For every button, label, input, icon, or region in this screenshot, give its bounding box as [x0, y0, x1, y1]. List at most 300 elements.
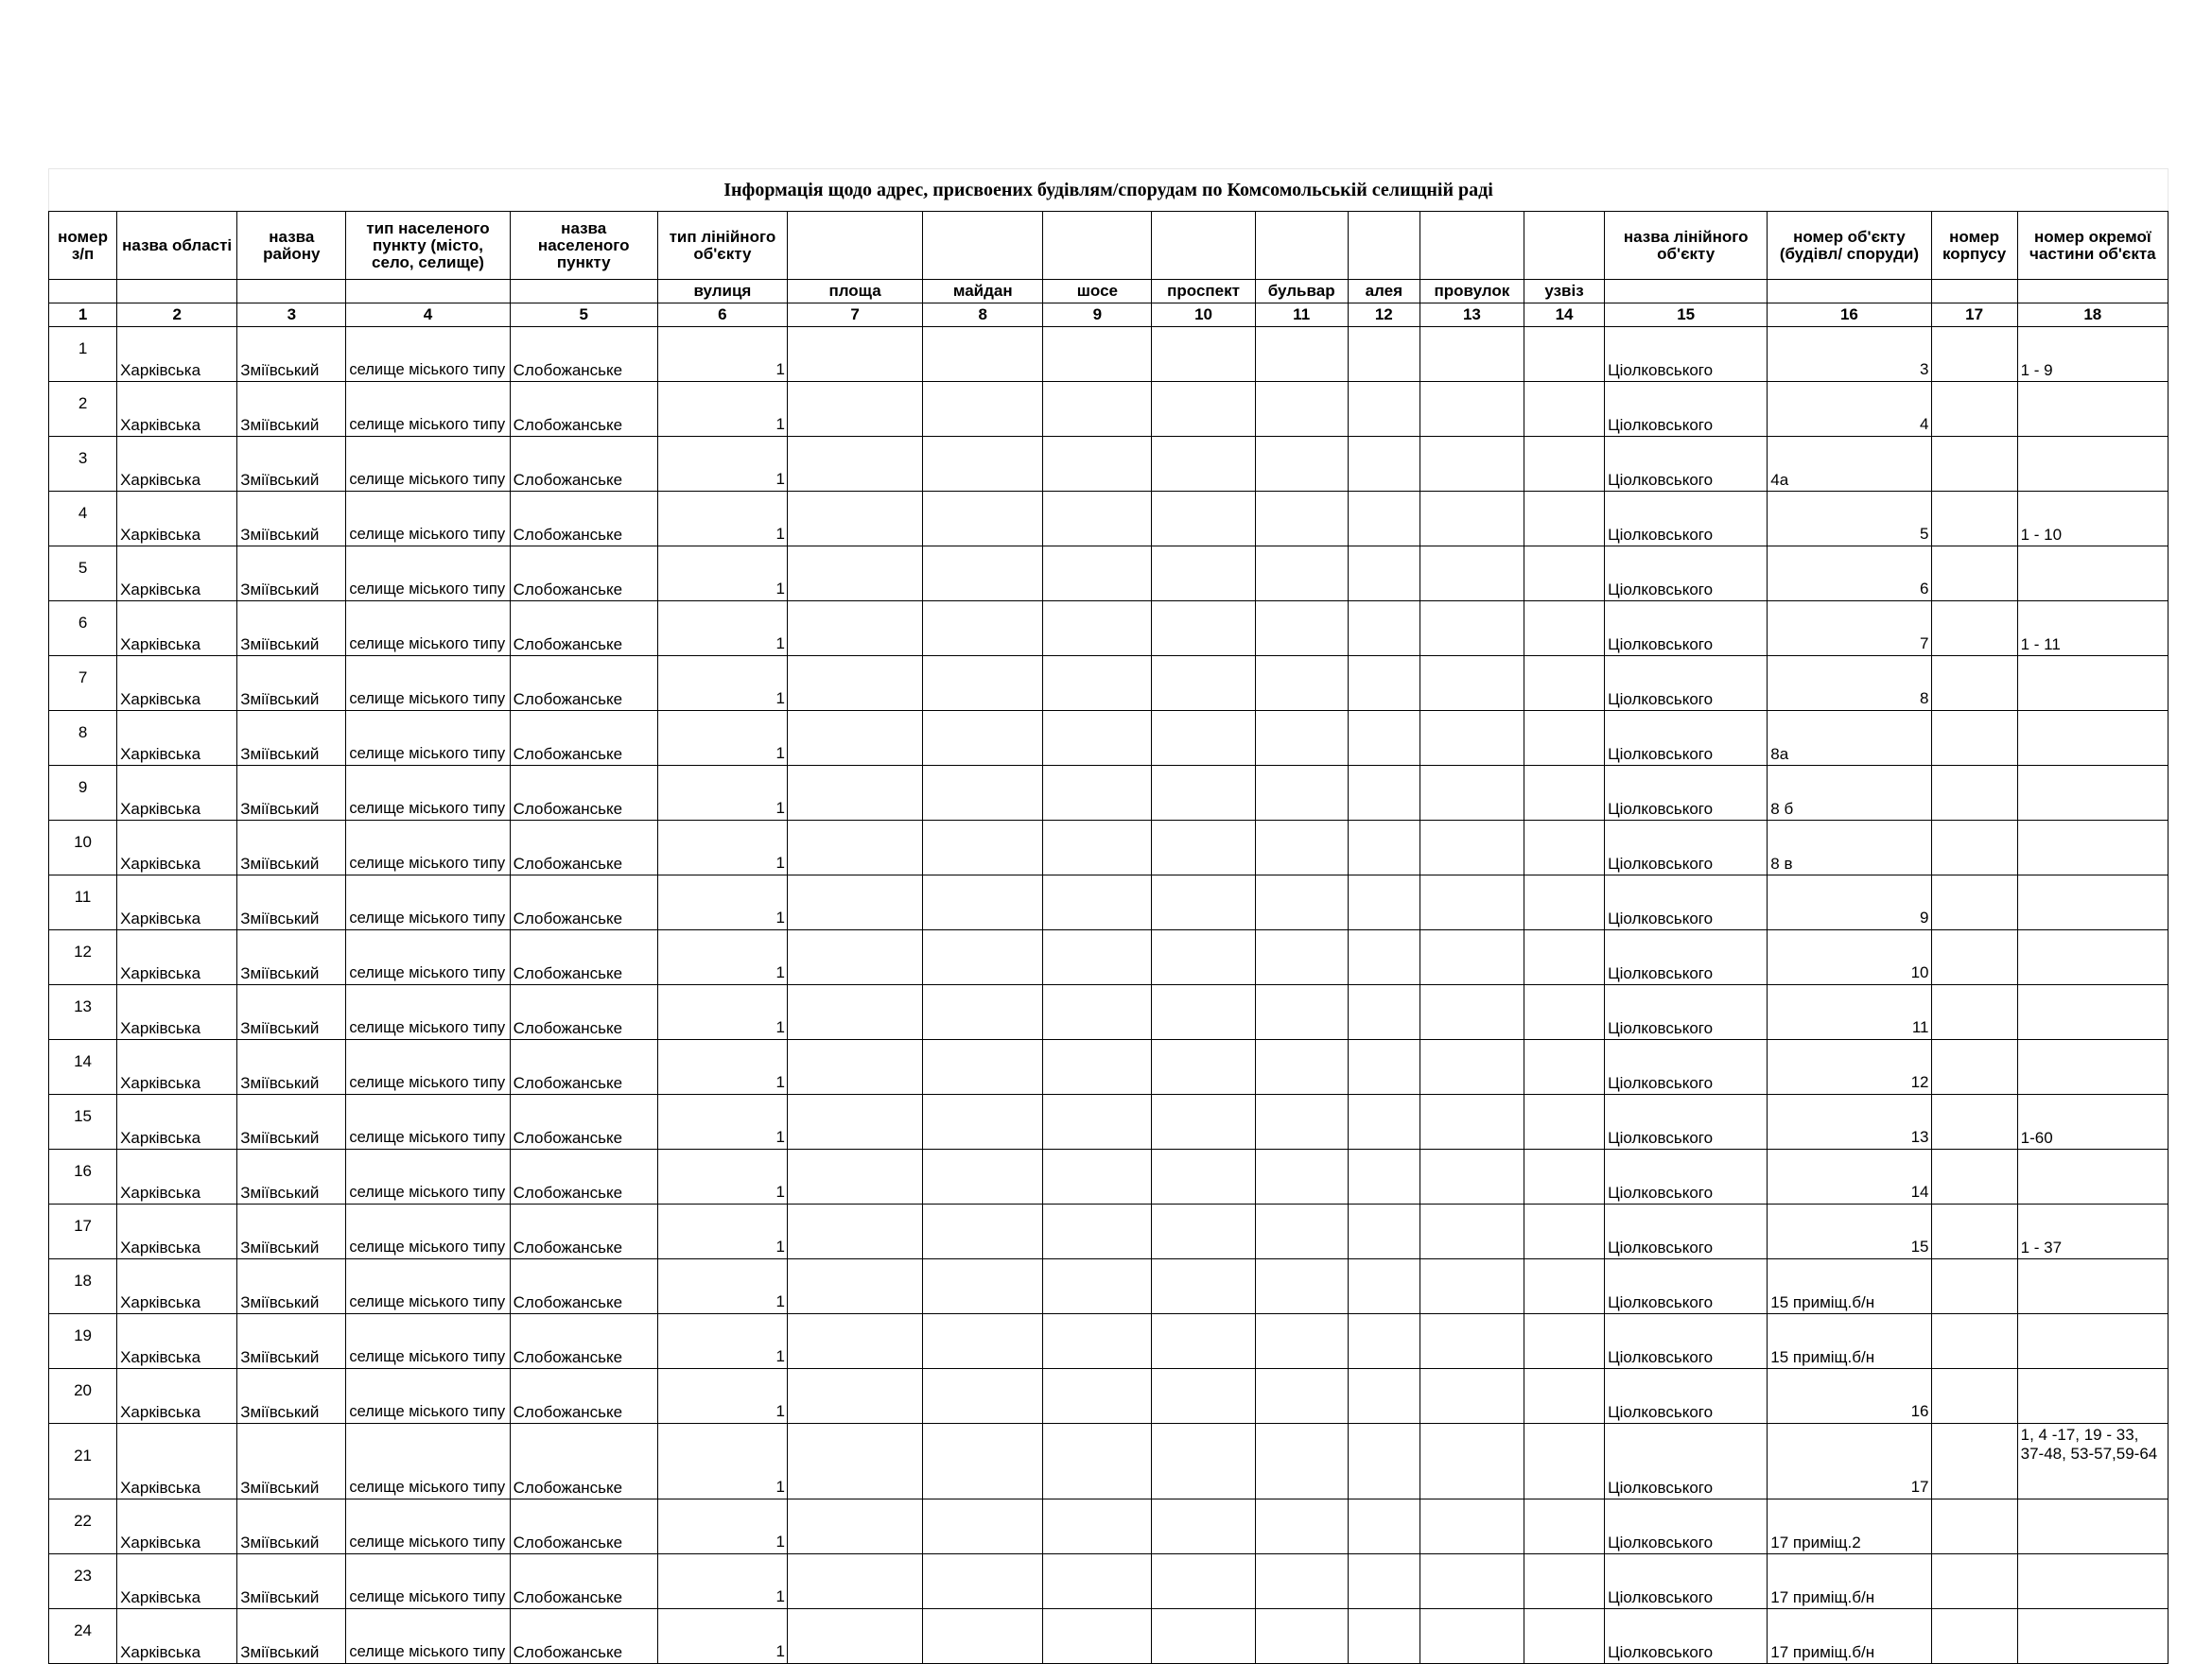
- oblast-cell: Харківська: [117, 382, 237, 437]
- linear-name-cell: Ціолковського: [1605, 656, 1768, 711]
- header-row: [49, 212, 2168, 280]
- table-row: [49, 601, 2168, 656]
- street-type-cell: 1: [657, 492, 787, 546]
- object-number-cell: 8: [1768, 656, 1931, 711]
- object-number-cell: 17 приміщ.б/н: [1768, 1554, 1931, 1609]
- header-linear-name: назва лінійного об'єкту: [1605, 212, 1768, 280]
- column-number: 2: [117, 303, 237, 327]
- linear-name-cell: Ціолковського: [1605, 1609, 1768, 1664]
- settlement-name-cell: Слобожанське: [510, 1095, 657, 1150]
- parts-cell: [2017, 875, 2168, 930]
- oblast-cell: Харківська: [117, 821, 237, 875]
- settlement-type-cell: селище міського типу: [346, 985, 510, 1040]
- column-number: 5: [510, 303, 657, 327]
- settlement-type-cell: селище міського типу: [346, 492, 510, 546]
- header-building: номер корпусу: [1931, 212, 2017, 280]
- linear-name-cell: Ціолковського: [1605, 382, 1768, 437]
- column-number: 1: [49, 303, 117, 327]
- settlement-name-cell: Слобожанське: [510, 821, 657, 875]
- settlement-name-cell: Слобожанське: [510, 656, 657, 711]
- building-cell: [1931, 382, 2017, 437]
- table-row: [49, 1609, 2168, 1664]
- rayon-cell: Зміївський: [237, 546, 346, 601]
- settlement-type-cell: селище міського типу: [346, 1314, 510, 1369]
- street-type-cell: 1: [657, 546, 787, 601]
- settlement-type-cell: селище міського типу: [346, 1095, 510, 1150]
- settlement-type-cell: селище міського типу: [346, 821, 510, 875]
- rayon-cell: Зміївський: [237, 766, 346, 821]
- row-number: 11: [49, 875, 117, 930]
- parts-cell: [2017, 1150, 2168, 1205]
- settlement-type-cell: селище міського типу: [346, 1259, 510, 1314]
- row-number: 19: [49, 1314, 117, 1369]
- building-cell: [1931, 1095, 2017, 1150]
- settlement-name-cell: Слобожанське: [510, 875, 657, 930]
- settlement-type-cell: селище міського типу: [346, 711, 510, 766]
- object-number-cell: 12: [1768, 1040, 1931, 1095]
- row-number: 2: [49, 382, 117, 437]
- column-number: 6: [657, 303, 787, 327]
- building-cell: [1931, 766, 2017, 821]
- settlement-name-cell: Слобожанське: [510, 1205, 657, 1259]
- table-row: [49, 1040, 2168, 1095]
- row-number: 22: [49, 1499, 117, 1554]
- parts-cell: 1-60: [2017, 1095, 2168, 1150]
- object-number-cell: 10: [1768, 930, 1931, 985]
- street-type-cell: 1: [657, 1205, 787, 1259]
- table-row: [49, 437, 2168, 492]
- rayon-cell: Зміївський: [237, 1314, 346, 1369]
- building-cell: [1931, 1259, 2017, 1314]
- settlement-name-cell: Слобожанське: [510, 601, 657, 656]
- rayon-cell: Зміївський: [237, 1369, 346, 1424]
- settlement-name-cell: Слобожанське: [510, 1259, 657, 1314]
- building-cell: [1931, 930, 2017, 985]
- oblast-cell: Харківська: [117, 492, 237, 546]
- settlement-type-cell: селище міського типу: [346, 546, 510, 601]
- oblast-cell: Харківська: [117, 766, 237, 821]
- row-number: 14: [49, 1040, 117, 1095]
- parts-cell: [2017, 1554, 2168, 1609]
- row-number: 21: [49, 1424, 117, 1499]
- linear-name-cell: Ціолковського: [1605, 492, 1768, 546]
- settlement-type-cell: селище міського типу: [346, 930, 510, 985]
- settlement-type-cell: селище міського типу: [346, 1369, 510, 1424]
- row-number: 16: [49, 1150, 117, 1205]
- subheader-alley: алея: [1348, 280, 1420, 303]
- oblast-cell: Харківська: [117, 1554, 237, 1609]
- oblast-cell: Харківська: [117, 546, 237, 601]
- linear-name-cell: Ціолковського: [1605, 1040, 1768, 1095]
- object-number-cell: 14: [1768, 1150, 1931, 1205]
- table-row: [49, 546, 2168, 601]
- oblast-cell: Харківська: [117, 1609, 237, 1664]
- subheader-maidan: майдан: [923, 280, 1043, 303]
- settlement-name-cell: Слобожанське: [510, 1314, 657, 1369]
- settlement-type-cell: селище міського типу: [346, 601, 510, 656]
- object-number-cell: 17: [1768, 1424, 1931, 1499]
- rayon-cell: Зміївський: [237, 1205, 346, 1259]
- oblast-cell: Харківська: [117, 601, 237, 656]
- table-row: [49, 930, 2168, 985]
- parts-cell: [2017, 821, 2168, 875]
- row-number: 7: [49, 656, 117, 711]
- linear-name-cell: Ціолковського: [1605, 1205, 1768, 1259]
- building-cell: [1931, 437, 2017, 492]
- parts-cell: [2017, 1259, 2168, 1314]
- building-cell: [1931, 821, 2017, 875]
- oblast-cell: Харківська: [117, 1314, 237, 1369]
- object-number-cell: 15 приміщ.б/н: [1768, 1259, 1931, 1314]
- rayon-cell: Зміївський: [237, 1554, 346, 1609]
- parts-cell: [2017, 546, 2168, 601]
- settlement-name-cell: Слобожанське: [510, 1609, 657, 1664]
- settlement-name-cell: Слобожанське: [510, 546, 657, 601]
- settlement-type-cell: селище міського типу: [346, 1609, 510, 1664]
- parts-cell: [2017, 437, 2168, 492]
- rayon-cell: Зміївський: [237, 985, 346, 1040]
- street-type-cell: 1: [657, 930, 787, 985]
- table-row: [49, 1150, 2168, 1205]
- rayon-cell: Зміївський: [237, 437, 346, 492]
- street-type-cell: 1: [657, 1424, 787, 1499]
- parts-cell: 1, 4 -17, 19 - 33, 37-48, 53-57,59-64: [2017, 1424, 2168, 1499]
- header-oblast: назва області: [117, 212, 237, 280]
- settlement-name-cell: Слобожанське: [510, 327, 657, 382]
- object-number-cell: 11: [1768, 985, 1931, 1040]
- building-cell: [1931, 1205, 2017, 1259]
- building-cell: [1931, 1040, 2017, 1095]
- rayon-cell: Зміївський: [237, 1609, 346, 1664]
- building-cell: [1931, 1314, 2017, 1369]
- row-number: 9: [49, 766, 117, 821]
- parts-cell: 1 - 9: [2017, 327, 2168, 382]
- object-number-cell: 4: [1768, 382, 1931, 437]
- column-number: 8: [923, 303, 1043, 327]
- parts-cell: [2017, 1609, 2168, 1664]
- table-row: [49, 711, 2168, 766]
- settlement-name-cell: Слобожанське: [510, 930, 657, 985]
- column-number: 16: [1768, 303, 1931, 327]
- linear-name-cell: Ціолковського: [1605, 875, 1768, 930]
- settlement-type-cell: селище міського типу: [346, 1205, 510, 1259]
- rayon-cell: Зміївський: [237, 656, 346, 711]
- street-type-cell: 1: [657, 1095, 787, 1150]
- table-row: [49, 1424, 2168, 1499]
- linear-name-cell: Ціолковського: [1605, 1424, 1768, 1499]
- street-type-cell: 1: [657, 601, 787, 656]
- settlement-name-cell: Слобожанське: [510, 1040, 657, 1095]
- header-rayon: назва району: [237, 212, 346, 280]
- header-settlement-name: назва населеного пункту: [510, 212, 657, 280]
- settlement-type-cell: селище міського типу: [346, 656, 510, 711]
- parts-cell: [2017, 1314, 2168, 1369]
- street-type-cell: 1: [657, 1259, 787, 1314]
- parts-cell: [2017, 711, 2168, 766]
- linear-name-cell: Ціолковського: [1605, 601, 1768, 656]
- oblast-cell: Харківська: [117, 985, 237, 1040]
- rayon-cell: Зміївський: [237, 1424, 346, 1499]
- parts-cell: [2017, 656, 2168, 711]
- address-register-sheet: [48, 168, 2168, 1664]
- object-number-cell: 3: [1768, 327, 1931, 382]
- column-number-row: [49, 303, 2168, 327]
- oblast-cell: Харківська: [117, 1499, 237, 1554]
- subheader-street: вулиця: [657, 280, 787, 303]
- parts-cell: [2017, 930, 2168, 985]
- table-row: [49, 821, 2168, 875]
- settlement-type-cell: селище міського типу: [346, 1150, 510, 1205]
- object-number-cell: 8 б: [1768, 766, 1931, 821]
- parts-cell: [2017, 1040, 2168, 1095]
- rayon-cell: Зміївський: [237, 1499, 346, 1554]
- building-cell: [1931, 1150, 2017, 1205]
- building-cell: [1931, 875, 2017, 930]
- subheader-lane: провулок: [1420, 280, 1524, 303]
- linear-name-cell: Ціолковського: [1605, 437, 1768, 492]
- row-number: 13: [49, 985, 117, 1040]
- table-row: [49, 1259, 2168, 1314]
- table-row: [49, 1095, 2168, 1150]
- column-number: 17: [1931, 303, 2017, 327]
- subheader-highway: шосе: [1043, 280, 1152, 303]
- oblast-cell: Харківська: [117, 1205, 237, 1259]
- street-type-cell: 1: [657, 875, 787, 930]
- parts-cell: [2017, 382, 2168, 437]
- street-type-cell: 1: [657, 821, 787, 875]
- header-num: номер з/п: [49, 212, 117, 280]
- rayon-cell: Зміївський: [237, 492, 346, 546]
- table-row: [49, 327, 2168, 382]
- table-row: [49, 656, 2168, 711]
- linear-name-cell: Ціолковського: [1605, 1314, 1768, 1369]
- rayon-cell: Зміївський: [237, 601, 346, 656]
- linear-name-cell: Ціолковського: [1605, 711, 1768, 766]
- linear-name-cell: Ціолковського: [1605, 930, 1768, 985]
- linear-name-cell: Ціолковського: [1605, 985, 1768, 1040]
- column-number: 14: [1524, 303, 1604, 327]
- object-number-cell: 8 в: [1768, 821, 1931, 875]
- linear-name-cell: Ціолковського: [1605, 546, 1768, 601]
- street-type-cell: 1: [657, 382, 787, 437]
- table-row: [49, 1369, 2168, 1424]
- settlement-name-cell: Слобожанське: [510, 1150, 657, 1205]
- column-number: 18: [2017, 303, 2168, 327]
- settlement-name-cell: Слобожанське: [510, 1499, 657, 1554]
- rayon-cell: Зміївський: [237, 875, 346, 930]
- object-number-cell: 16: [1768, 1369, 1931, 1424]
- settlement-type-cell: селище міського типу: [346, 766, 510, 821]
- object-number-cell: 15: [1768, 1205, 1931, 1259]
- street-type-cell: 1: [657, 1150, 787, 1205]
- column-number: 7: [787, 303, 922, 327]
- oblast-cell: Харківська: [117, 711, 237, 766]
- building-cell: [1931, 1499, 2017, 1554]
- table-row: [49, 875, 2168, 930]
- settlement-name-cell: Слобожанське: [510, 1369, 657, 1424]
- address-table: [48, 211, 2168, 1664]
- row-number: 6: [49, 601, 117, 656]
- building-cell: [1931, 711, 2017, 766]
- building-cell: [1931, 1554, 2017, 1609]
- street-type-cell: 1: [657, 327, 787, 382]
- table-body: [49, 327, 2168, 1664]
- row-number: 1: [49, 327, 117, 382]
- table-row: [49, 382, 2168, 437]
- object-number-cell: 8а: [1768, 711, 1931, 766]
- row-number: 15: [49, 1095, 117, 1150]
- building-cell: [1931, 1609, 2017, 1664]
- street-type-cell: 1: [657, 1314, 787, 1369]
- oblast-cell: Харківська: [117, 930, 237, 985]
- linear-name-cell: Ціолковського: [1605, 1095, 1768, 1150]
- rayon-cell: Зміївський: [237, 1095, 346, 1150]
- subheader-row: [49, 280, 2168, 303]
- building-cell: [1931, 1424, 2017, 1499]
- rayon-cell: Зміївський: [237, 1150, 346, 1205]
- settlement-name-cell: Слобожанське: [510, 437, 657, 492]
- table-row: [49, 492, 2168, 546]
- object-number-cell: 9: [1768, 875, 1931, 930]
- street-type-cell: 1: [657, 766, 787, 821]
- settlement-type-cell: селище міського типу: [346, 1424, 510, 1499]
- settlement-name-cell: Слобожанське: [510, 492, 657, 546]
- column-number: 12: [1348, 303, 1420, 327]
- row-number: 24: [49, 1609, 117, 1664]
- rayon-cell: Зміївський: [237, 1259, 346, 1314]
- parts-cell: [2017, 985, 2168, 1040]
- row-number: 23: [49, 1554, 117, 1609]
- header-parts: номер окремої частини об'єкта: [2017, 212, 2168, 280]
- row-number: 10: [49, 821, 117, 875]
- building-cell: [1931, 1369, 2017, 1424]
- subheader-square: площа: [787, 280, 922, 303]
- column-number: 10: [1152, 303, 1255, 327]
- object-number-cell: 4а: [1768, 437, 1931, 492]
- building-cell: [1931, 601, 2017, 656]
- oblast-cell: Харківська: [117, 1095, 237, 1150]
- street-type-cell: 1: [657, 711, 787, 766]
- settlement-type-cell: селище міського типу: [346, 1040, 510, 1095]
- oblast-cell: Харківська: [117, 656, 237, 711]
- column-number: 9: [1043, 303, 1152, 327]
- linear-name-cell: Ціолковського: [1605, 327, 1768, 382]
- linear-name-cell: Ціолковського: [1605, 1499, 1768, 1554]
- table-row: [49, 1205, 2168, 1259]
- building-cell: [1931, 546, 2017, 601]
- subheader-avenue: проспект: [1152, 280, 1255, 303]
- settlement-type-cell: селище міського типу: [346, 875, 510, 930]
- object-number-cell: 6: [1768, 546, 1931, 601]
- rayon-cell: Зміївський: [237, 821, 346, 875]
- building-cell: [1931, 492, 2017, 546]
- settlement-type-cell: селище міського типу: [346, 437, 510, 492]
- linear-name-cell: Ціолковського: [1605, 1369, 1768, 1424]
- object-number-cell: 5: [1768, 492, 1931, 546]
- table-row: [49, 1499, 2168, 1554]
- oblast-cell: Харківська: [117, 1259, 237, 1314]
- oblast-cell: Харківська: [117, 875, 237, 930]
- document-title: Інформація щодо адрес, присвоених будівлям/спорудам по Комсомольській селищній раді: [48, 168, 2168, 211]
- street-type-cell: 1: [657, 1369, 787, 1424]
- oblast-cell: Харківська: [117, 327, 237, 382]
- column-number: 4: [346, 303, 510, 327]
- oblast-cell: Харківська: [117, 437, 237, 492]
- row-number: 20: [49, 1369, 117, 1424]
- settlement-name-cell: Слобожанське: [510, 711, 657, 766]
- settlement-type-cell: селище міського типу: [346, 327, 510, 382]
- building-cell: [1931, 985, 2017, 1040]
- building-cell: [1931, 656, 2017, 711]
- object-number-cell: 7: [1768, 601, 1931, 656]
- object-number-cell: 17 приміщ.б/н: [1768, 1609, 1931, 1664]
- rayon-cell: Зміївський: [237, 930, 346, 985]
- street-type-cell: 1: [657, 1040, 787, 1095]
- street-type-cell: 1: [657, 985, 787, 1040]
- column-number: 3: [237, 303, 346, 327]
- column-number: 13: [1420, 303, 1524, 327]
- street-type-cell: 1: [657, 1499, 787, 1554]
- table-row: [49, 766, 2168, 821]
- settlement-name-cell: Слобожанське: [510, 766, 657, 821]
- parts-cell: [2017, 766, 2168, 821]
- row-number: 17: [49, 1205, 117, 1259]
- oblast-cell: Харківська: [117, 1040, 237, 1095]
- settlement-type-cell: селище міського типу: [346, 382, 510, 437]
- linear-name-cell: Ціолковського: [1605, 1554, 1768, 1609]
- street-type-cell: 1: [657, 1554, 787, 1609]
- parts-cell: 1 - 11: [2017, 601, 2168, 656]
- table-row: [49, 985, 2168, 1040]
- settlement-type-cell: селище міського типу: [346, 1554, 510, 1609]
- settlement-type-cell: селище міського типу: [346, 1499, 510, 1554]
- row-number: 3: [49, 437, 117, 492]
- column-number: 15: [1605, 303, 1768, 327]
- street-type-cell: 1: [657, 1609, 787, 1664]
- rayon-cell: Зміївський: [237, 382, 346, 437]
- linear-name-cell: Ціолковського: [1605, 1150, 1768, 1205]
- settlement-name-cell: Слобожанське: [510, 382, 657, 437]
- parts-cell: [2017, 1369, 2168, 1424]
- table-row: [49, 1554, 2168, 1609]
- oblast-cell: Харківська: [117, 1424, 237, 1499]
- table-row: [49, 1314, 2168, 1369]
- object-number-cell: 13: [1768, 1095, 1931, 1150]
- row-number: 8: [49, 711, 117, 766]
- parts-cell: [2017, 1499, 2168, 1554]
- street-type-cell: 1: [657, 437, 787, 492]
- oblast-cell: Харківська: [117, 1150, 237, 1205]
- settlement-name-cell: Слобожанське: [510, 1424, 657, 1499]
- row-number: 18: [49, 1259, 117, 1314]
- header-settlement-type: тип населеного пункту (місто, село, селище): [346, 212, 510, 280]
- row-number: 4: [49, 492, 117, 546]
- parts-cell: 1 - 10: [2017, 492, 2168, 546]
- rayon-cell: Зміївський: [237, 327, 346, 382]
- building-cell: [1931, 327, 2017, 382]
- linear-name-cell: Ціолковського: [1605, 821, 1768, 875]
- object-number-cell: 15 приміщ.б/н: [1768, 1314, 1931, 1369]
- subheader-boulevard: бульвар: [1255, 280, 1348, 303]
- header-object-num: номер об'єкту (будівл/ споруди): [1768, 212, 1931, 280]
- object-number-cell: 17 приміщ.2: [1768, 1499, 1931, 1554]
- linear-name-cell: Ціолковського: [1605, 766, 1768, 821]
- street-type-cell: 1: [657, 656, 787, 711]
- oblast-cell: Харківська: [117, 1369, 237, 1424]
- header-linear-type: тип лінійного об'єкту: [657, 212, 787, 280]
- subheader-descent: узвіз: [1524, 280, 1604, 303]
- row-number: 5: [49, 546, 117, 601]
